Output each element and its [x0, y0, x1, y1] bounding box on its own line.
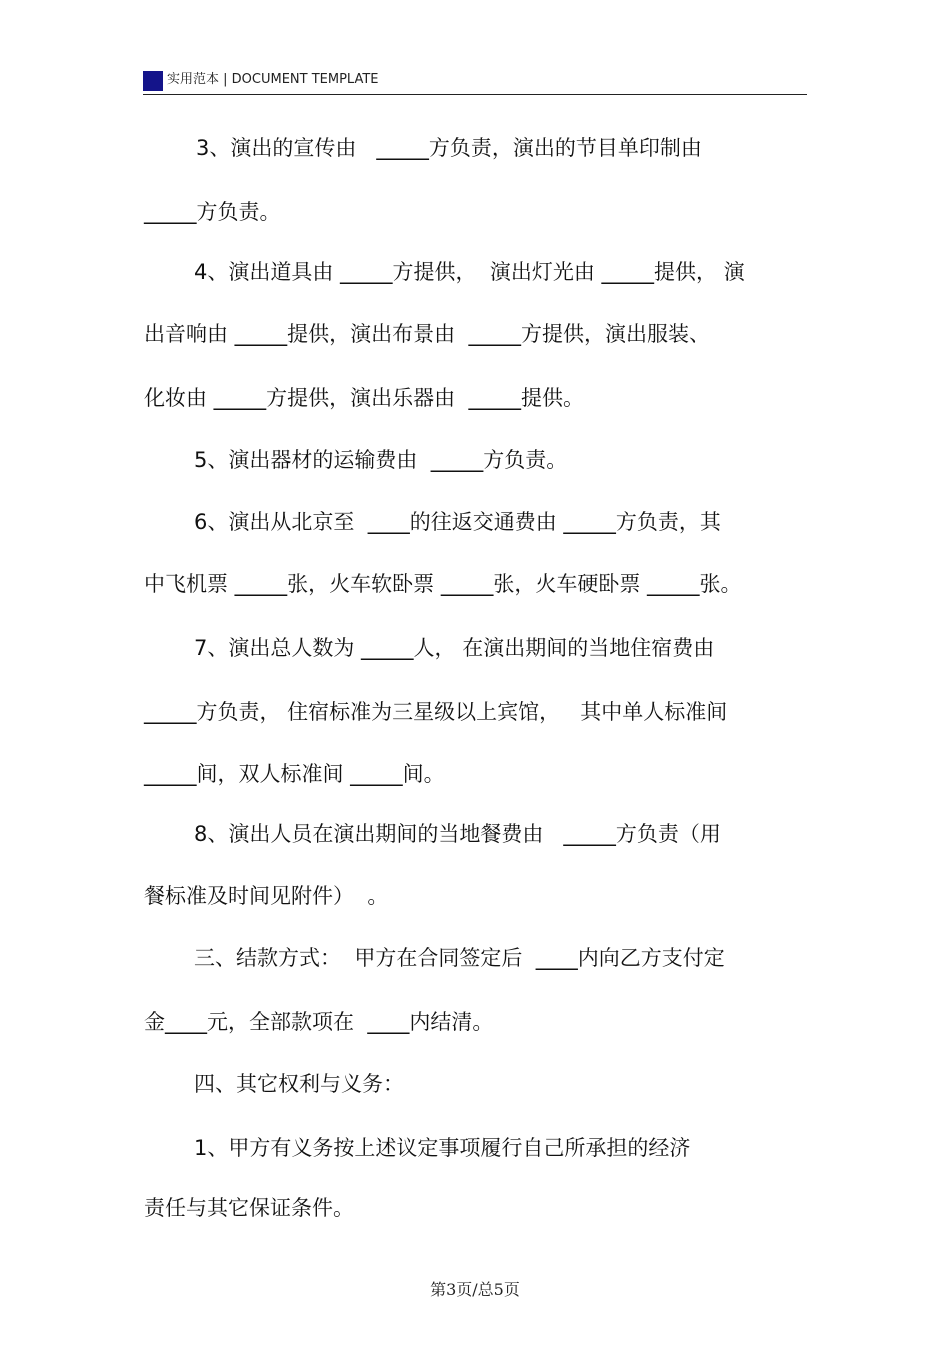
page-number: 第3页/总5页 [430, 1280, 520, 1299]
body-line: 餐标准及时间见附件） 。 [144, 884, 389, 908]
body-line: 化妆由 _____方提供，演出乐器由 _____提供。 [144, 386, 585, 410]
body-line: 出音响由 _____提供，演出布景由 _____方提供，演出服装、 [144, 322, 711, 346]
body-line: 7、演出总人数为 _____人， 在演出期间的当地住宿费由 [194, 636, 715, 660]
body-line: 金____元，全部款项在 ____内结清。 [144, 1010, 494, 1034]
logo-square-icon [143, 71, 163, 91]
body-line: _____间，双人标准间 _____间。 [144, 762, 445, 786]
body-line: _____方负责， 住宿标准为三星级以上宾馆， 其中单人标准间 [144, 700, 728, 724]
body-line: 中飞机票 _____张，火车软卧票 _____张，火车硬卧票 _____张。 [144, 572, 742, 596]
body-line: _____方负责。 [144, 200, 281, 224]
body-line: 四、其它权利与义务： [194, 1072, 404, 1096]
body-line: 3、演出的宣传由 _____方负责，演出的节目单印制由 [196, 136, 702, 160]
body-line: 责任与其它保证条件。 [144, 1196, 354, 1220]
body-line: 5、演出器材的运输费由 _____方负责。 [194, 448, 568, 472]
header-title: 实用范本 | DOCUMENT TEMPLATE [167, 72, 379, 87]
body-line: 1、甲方有义务按上述议定事项履行自己所承担的经济 [194, 1136, 691, 1160]
page-header [143, 68, 807, 95]
body-line: 4、演出道具由 _____方提供， 演出灯光由 _____提供， 演 [194, 260, 745, 284]
body-line: 8、演出人员在演出期间的当地餐费由 _____方负责（用 [194, 822, 721, 846]
body-line: 6、演出从北京至 ____的往返交通费由 _____方负责，其 [194, 510, 721, 534]
body-line: 三、结款方式： 甲方在合同签定后 ____内向乙方支付定 [194, 946, 725, 970]
